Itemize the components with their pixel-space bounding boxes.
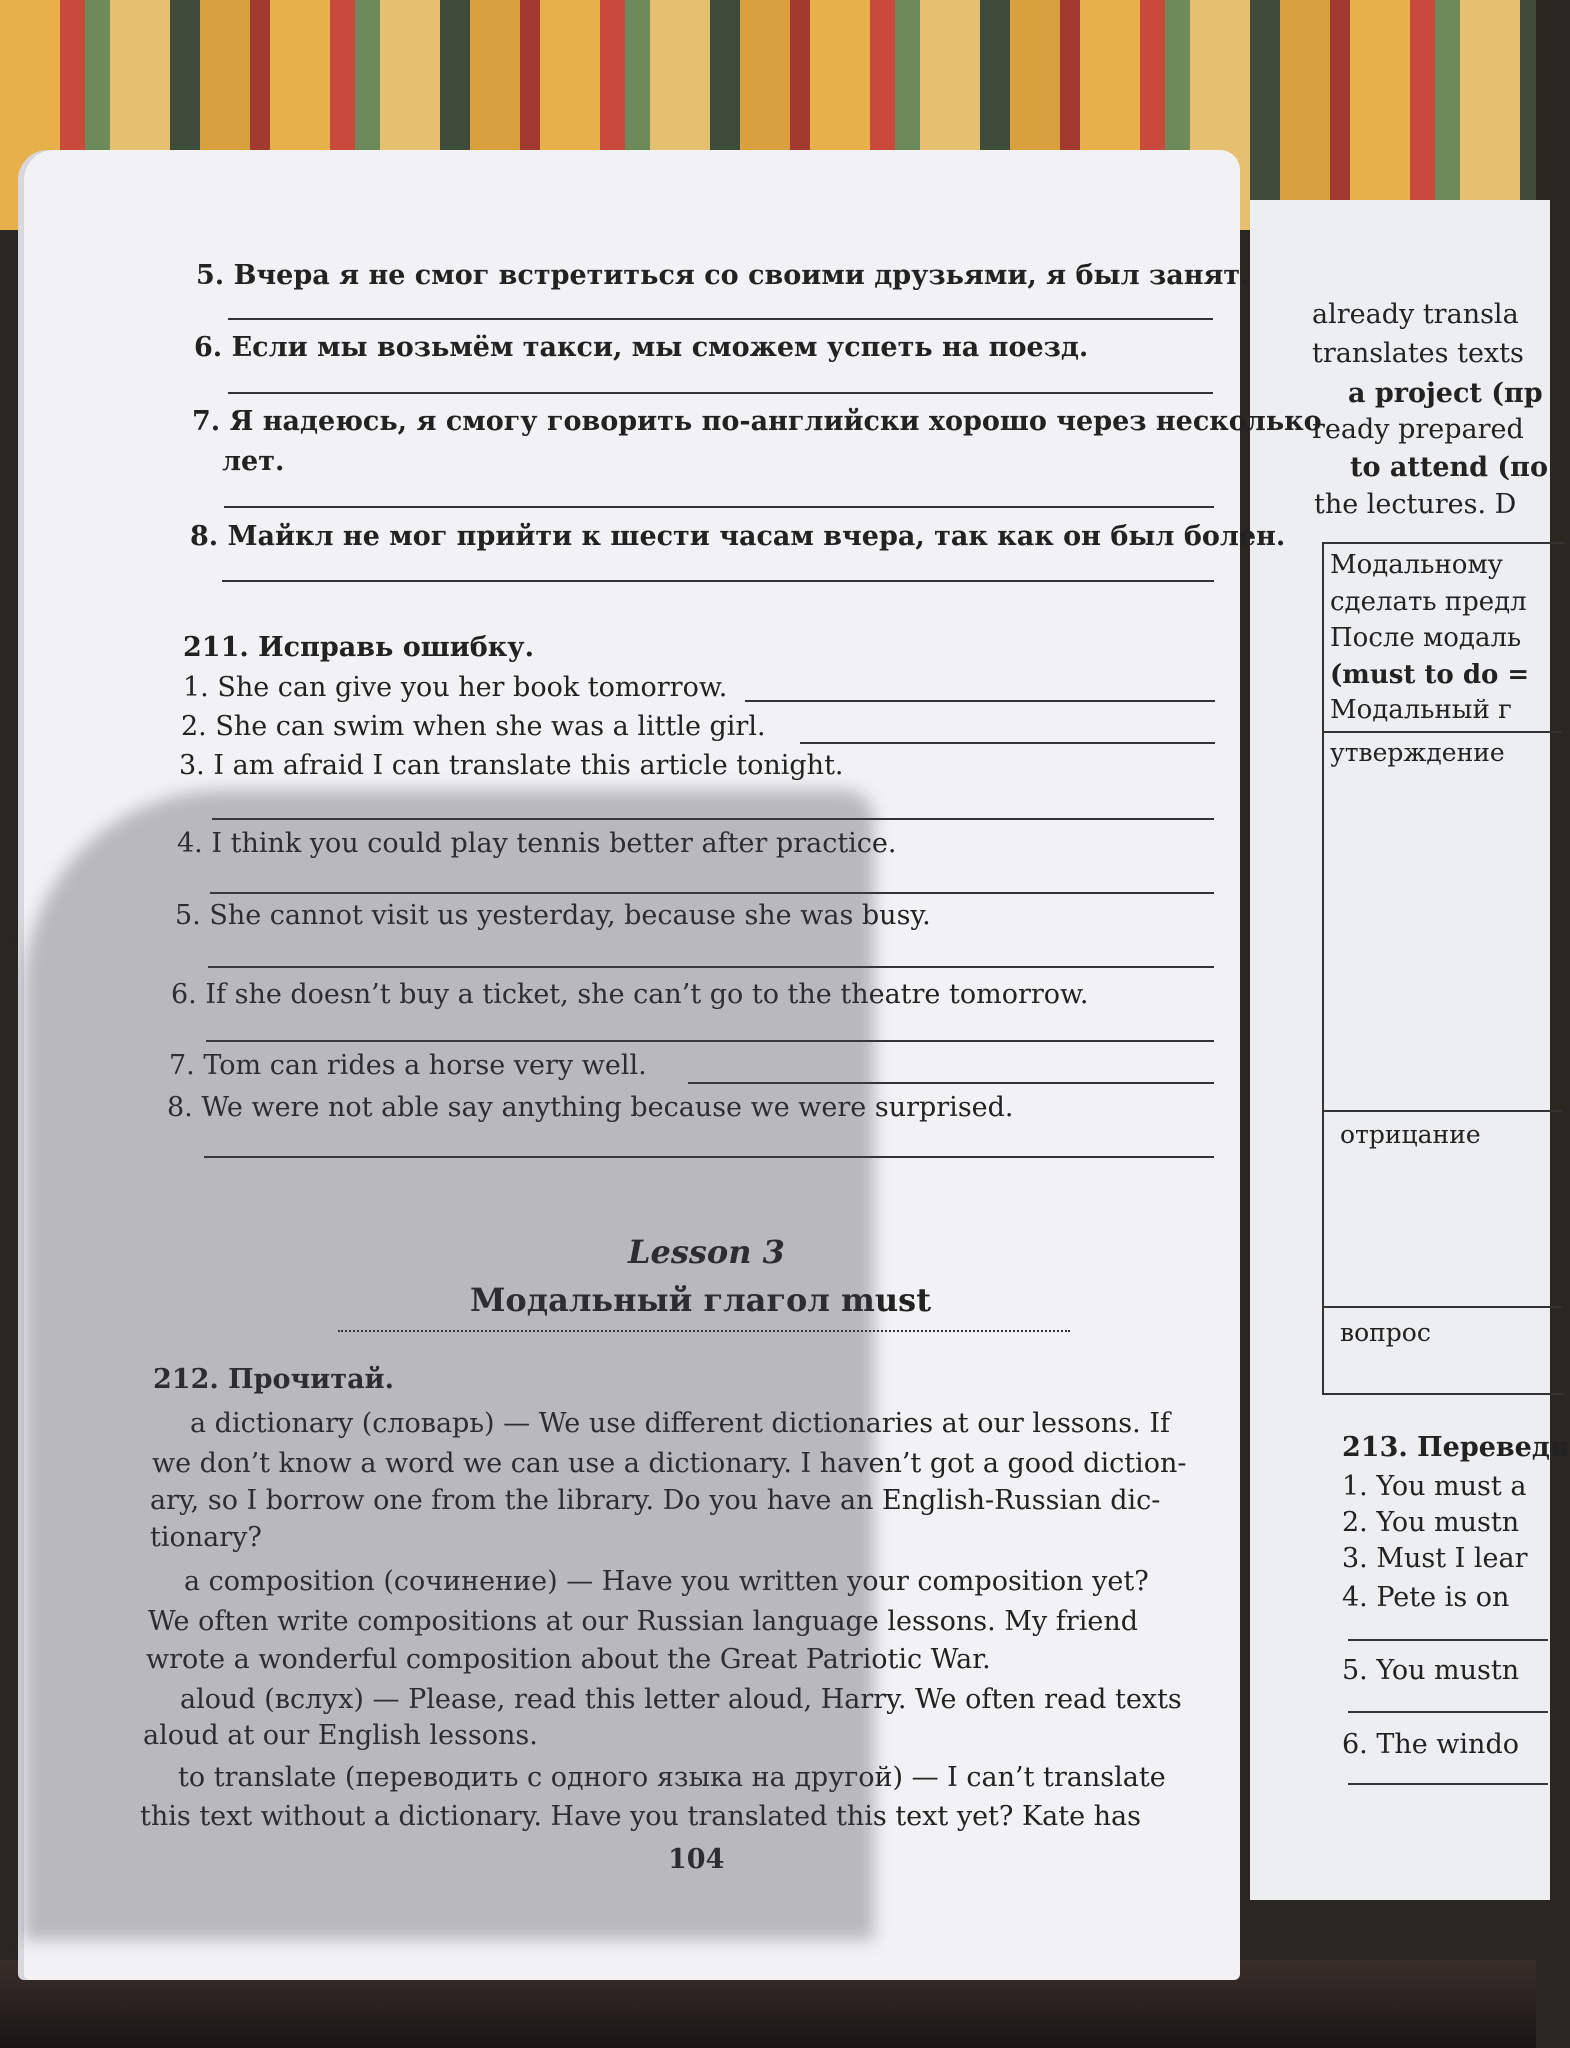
ex210-item-8: 8. Майкл не мог прийти к шести часам вчера, так как он был болен. [190,521,1286,552]
ex213-heading: 213. Переведи [1342,1432,1570,1463]
ex211-item: 6. If she doesn’t buy a ticket, she can’t go to the theatre tomorrow. [171,979,1089,1010]
ex211-item: 8. We were not able say anything because we were surprised. [167,1092,1014,1123]
row-label-negative: отрицание [1340,1120,1481,1149]
right-page-content [1250,200,1570,1900]
row-label-question: вопрос [1340,1318,1431,1347]
rule-line: сделать предл [1330,587,1527,617]
right-line: already transla [1312,299,1519,330]
ex212-line: tionary? [150,1522,262,1553]
ex211-item: 3. I am afraid I can translate this article tonight. [179,750,844,781]
right-line: ready prepared [1312,414,1524,445]
hand-shadow [24,790,874,1940]
answer-line [228,392,1213,394]
right-line: the lectures. D [1314,489,1517,520]
lesson-title: Модальный глагол must [470,1281,931,1319]
ex211-heading: 211. Исправь ошибку. [183,632,534,663]
ex211-item: 4. I think you could play tennis better after practice. [177,828,897,859]
rule-line: Модальному [1330,550,1503,580]
ex211-item: 1. She can give you her book tomorrow. [183,672,728,703]
right-line: translates texts [1312,338,1524,369]
answer-line [222,580,1214,582]
ex212-heading: 212. Прочитай. [153,1364,394,1395]
table-divider [1322,1306,1562,1308]
ex213-item: 6. The windo [1342,1729,1519,1760]
ex212-line: aloud at our English lessons. [143,1720,538,1751]
ex211-item: 5. She cannot visit us yesterday, because she was busy. [175,900,931,931]
answer-line [228,318,1213,320]
right-line: a project (пр [1348,378,1543,409]
answer-line [224,506,1214,508]
rule-line: Модальный г [1330,695,1512,725]
answer-line [1348,1639,1548,1641]
ex212-line: we don’t know a word we can use a dictionary. I haven’t got a good diction- [152,1448,1187,1479]
ex213-item: 1. You must a [1342,1471,1527,1502]
answer-line [800,742,1215,744]
lesson-number: Lesson 3 [628,1233,785,1271]
ex212-line: We often write compositions at our Russian language lessons. My friend [148,1606,1138,1637]
ex210-item-5: 5. Вчера я не смог встретиться со своими друзьями, я был занят. [196,260,1250,291]
page-number: 104 [668,1844,725,1875]
ex213-item: 5. You mustn [1342,1655,1520,1686]
ex210-item-6: 6. Если мы возьмём такси, мы сможем успеть на поезд. [194,332,1089,363]
rule-line: После модаль [1330,623,1522,653]
ex211-item: 2. She can swim when she was a little girl. [181,711,766,742]
answer-line [1348,1711,1548,1713]
ex213-item: 4. Pete is on [1342,1582,1510,1613]
ex210-item-7: 7. Я надеюсь, я смогу говорить по-английски хорошо через несколько [192,406,1322,437]
ex212-line: a dictionary (словарь) — We use different dictionaries at our lessons. If [190,1408,1170,1439]
ex212-line: a composition (сочинение) — Have you written your composition yet? [184,1566,1149,1597]
ex213-item: 2. You mustn [1342,1507,1520,1538]
ex212-line: to translate (переводить с одного языка на другой) — I can’t translate [178,1762,1166,1793]
table-divider [1322,1110,1562,1112]
ex211-item: 7. Tom can rides a horse very well. [169,1050,647,1081]
ex213-item: 3. Must I lear [1342,1543,1528,1574]
table-divider [1322,731,1562,733]
answer-line [1348,1783,1548,1785]
ex212-line: ary, so I borrow one from the library. Do you have an English-Russian dic- [150,1485,1161,1516]
ex212-line: aloud (вслух) — Please, read this letter aloud, Harry. We often read texts [180,1684,1182,1715]
ex212-line: wrote a wonderful composition about the Great Patriotic War. [146,1644,991,1675]
ex210-item-7-cont: лет. [222,446,285,477]
answer-line [745,700,1215,702]
right-line: to attend (по [1350,452,1548,483]
ex212-line: this text without a dictionary. Have you translated this text yet? Kate has [140,1801,1141,1832]
row-label-affirmative: утверждение [1330,738,1505,767]
rule-line: (must to do = [1330,660,1530,690]
